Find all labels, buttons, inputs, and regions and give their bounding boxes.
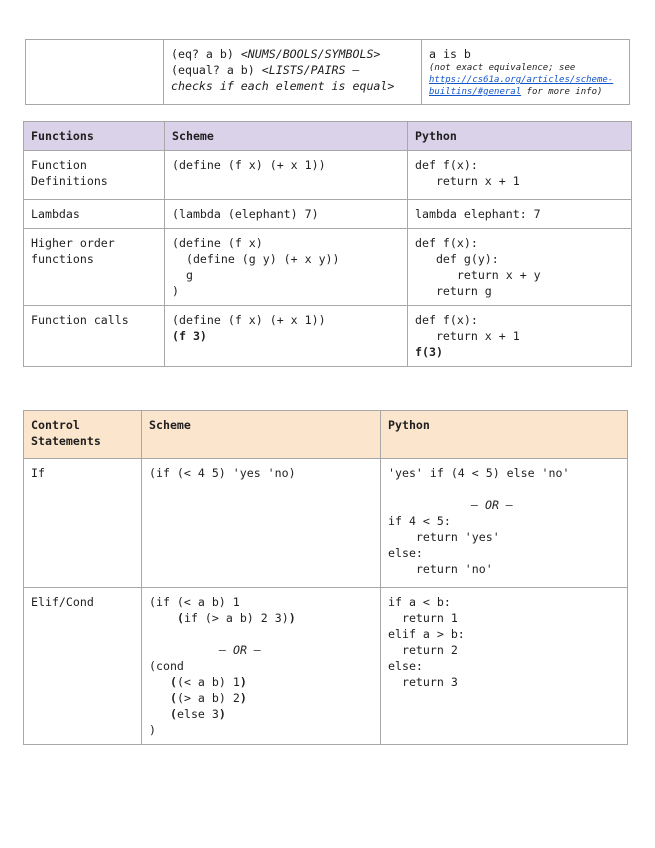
python-code-cell bbox=[381, 459, 628, 588]
header-scheme: Scheme bbox=[142, 411, 381, 459]
cond-clause: ((< a b) 1) bbox=[170, 675, 247, 689]
or-separator: – OR – bbox=[219, 643, 261, 657]
scheme-cond-close: ) bbox=[149, 723, 156, 737]
scheme-code: (define (f x) (+ x 1)) bbox=[172, 313, 326, 327]
header-python: Python bbox=[381, 411, 628, 459]
header-row bbox=[24, 122, 632, 151]
table-row bbox=[24, 151, 632, 200]
python-code-cell bbox=[408, 306, 632, 367]
row-label: Function calls bbox=[24, 306, 165, 367]
python-code: def f(x): def g(y): return x + y return g bbox=[408, 229, 632, 306]
row-label: Elif/Cond bbox=[24, 588, 142, 745]
or-separator: – OR – bbox=[471, 498, 513, 512]
scheme-equality-cell bbox=[164, 40, 422, 105]
table-row bbox=[24, 459, 628, 588]
python-code: def f(x): return x + 1 bbox=[415, 313, 520, 343]
row-label: Higher order functions bbox=[24, 229, 165, 306]
row-label: Function Definitions bbox=[24, 151, 165, 200]
scheme-equal-note: <LISTS/PAIRS – bbox=[261, 63, 360, 77]
python-note-post: for more info) bbox=[521, 87, 603, 97]
scheme-equal-note-2: checks if each element is equal> bbox=[171, 79, 395, 93]
python-code: if a < b: return 1 elif a > b: return 2 else: return 3 bbox=[381, 588, 628, 745]
scheme-if-line: (if (< a b) 1 bbox=[149, 595, 240, 609]
scheme-nested-if-line: (if (> a b) 2 3)) bbox=[177, 611, 296, 625]
scheme-call: (f 3) bbox=[172, 329, 207, 343]
python-call: f(3) bbox=[415, 345, 443, 359]
cond-clause: ((> a b) 2) bbox=[170, 691, 247, 705]
scheme-equal-code: (equal? a b) bbox=[171, 63, 255, 77]
scheme-eq-code: (eq? a b) bbox=[171, 47, 234, 61]
scheme-code-cell bbox=[165, 306, 408, 367]
scheme-code-cell bbox=[142, 588, 381, 745]
python-ternary: 'yes' if (4 < 5) else 'no' bbox=[388, 466, 570, 480]
table-row bbox=[24, 229, 632, 306]
control-statements-table bbox=[23, 410, 628, 745]
scheme-code: (lambda (elephant) 7) bbox=[165, 200, 408, 229]
python-note-pre: (not exact equivalence; see bbox=[429, 63, 576, 73]
table-row bbox=[24, 306, 632, 367]
scheme-eq-note: <NUMS/BOOLS/SYMBOLS> bbox=[240, 47, 381, 61]
row-label: Lambdas bbox=[24, 200, 165, 229]
header-python: Python bbox=[408, 122, 632, 151]
python-code: lambda elephant: 7 bbox=[408, 200, 632, 229]
header-control-statements: Control Statements bbox=[24, 411, 142, 459]
row-label: If bbox=[24, 459, 142, 588]
table-row bbox=[24, 200, 632, 229]
equality-table bbox=[25, 39, 630, 105]
header-scheme: Scheme bbox=[165, 122, 408, 151]
scheme-code: (define (f x) (+ x 1)) bbox=[165, 151, 408, 200]
empty-cell bbox=[26, 40, 164, 105]
table-row bbox=[24, 588, 628, 745]
functions-table bbox=[23, 121, 632, 367]
header-row bbox=[24, 411, 628, 459]
header-functions: Functions bbox=[24, 122, 165, 151]
python-is-code: a is b bbox=[429, 47, 471, 61]
cond-clause: (else 3) bbox=[170, 707, 226, 721]
python-if-block: if 4 < 5: return 'yes' else: return 'no' bbox=[388, 514, 500, 576]
scheme-code: (if (< 4 5) 'yes 'no) bbox=[142, 459, 381, 588]
python-equality-cell bbox=[422, 40, 630, 105]
scheme-code: (define (f x) (define (g y) (+ x y)) g ) bbox=[165, 229, 408, 306]
python-code: def f(x): return x + 1 bbox=[408, 151, 632, 200]
table-row bbox=[26, 40, 630, 105]
scheme-builtins-link[interactable]: https://cs61a.org/articles/scheme-builtins/#general bbox=[429, 75, 614, 97]
scheme-cond-open: (cond bbox=[149, 659, 184, 673]
